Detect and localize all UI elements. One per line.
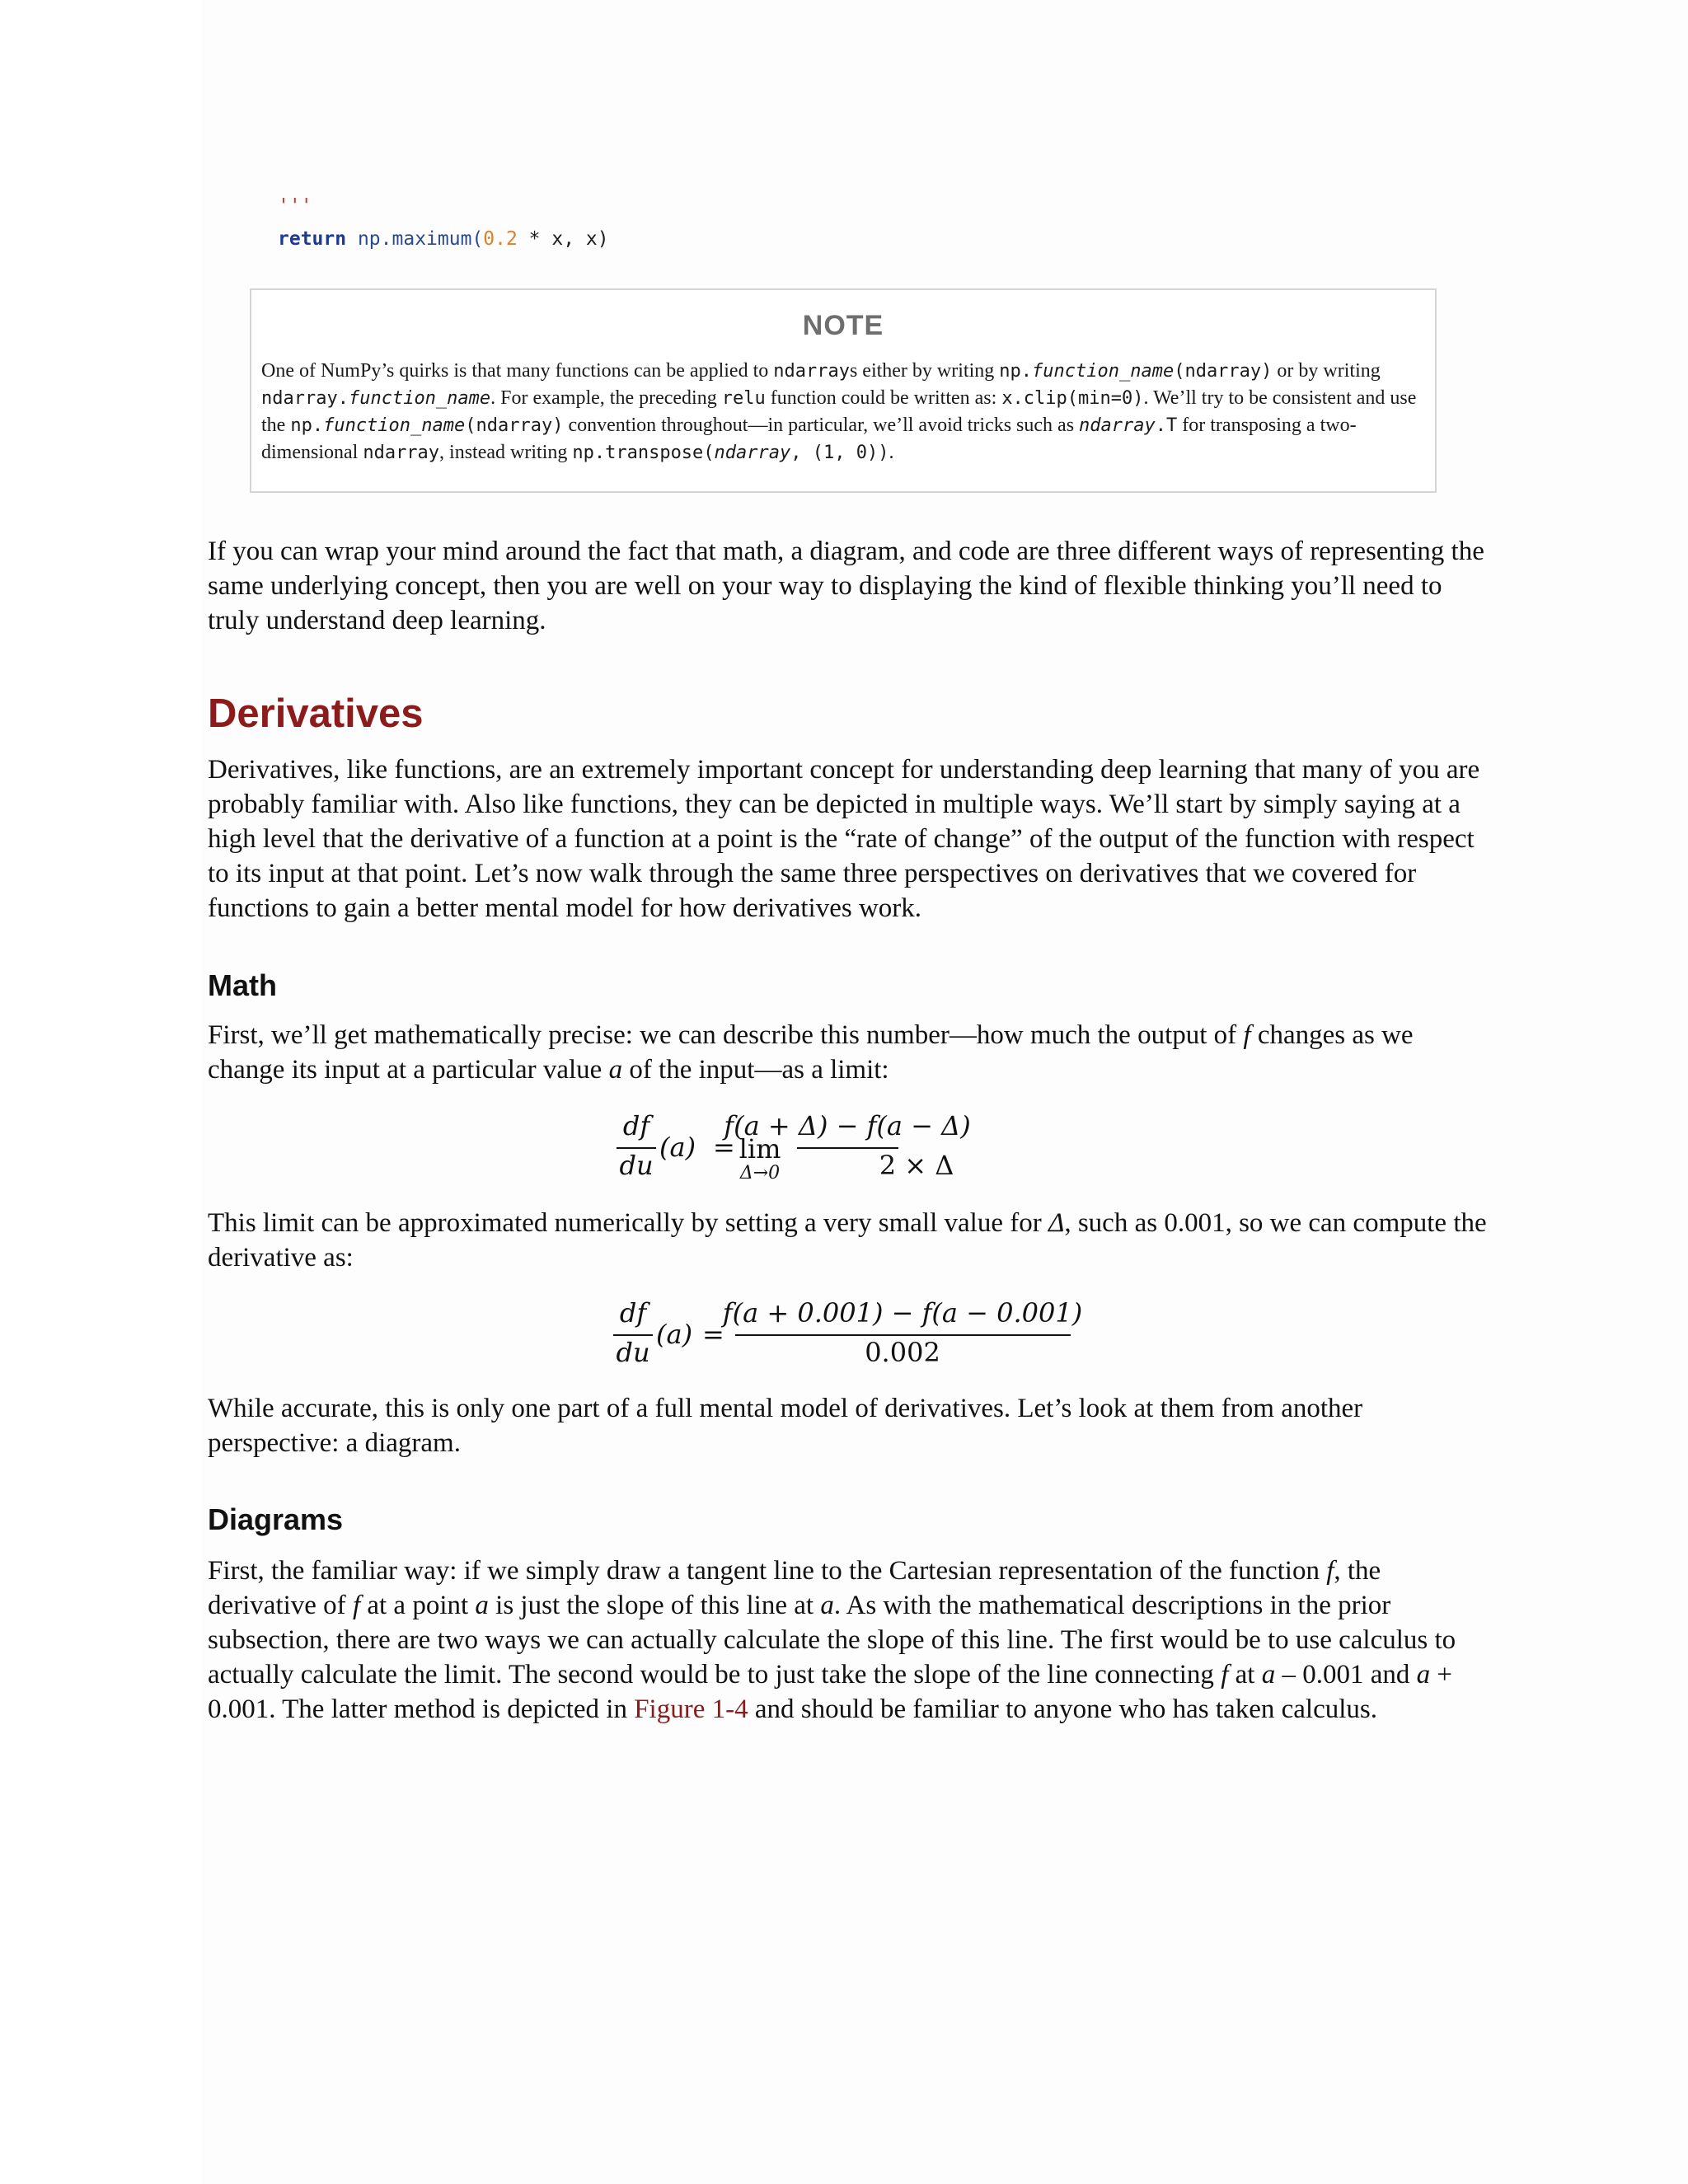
note-code: (ndarray) xyxy=(1174,361,1273,382)
eq2-equals: = xyxy=(702,1319,724,1350)
note-code: np. xyxy=(999,361,1033,382)
intro-paragraph: If you can wrap your mind around the fact that math, a diagram, and code are three different ways of representing the same underlying concept, then you are well on your way to displaying the kind of flexible thinking you’ll need to truly understand deep learning. xyxy=(208,537,1484,635)
equation-numerical-approx xyxy=(208,1292,1493,1383)
note-code: (ndarray) xyxy=(465,415,564,436)
diagrams-text: First, the familiar way: if we simply draw a tangent line to the Cartesian representation of the function xyxy=(208,1556,1327,1586)
note-text: function could be written as: xyxy=(765,387,1002,409)
diagrams-text: at a point xyxy=(360,1591,476,1620)
return-keyword: return xyxy=(278,228,347,250)
note-code-italic: function_name xyxy=(348,388,491,409)
note-title: NOTE xyxy=(802,310,884,341)
note-text: , instead writing xyxy=(439,442,573,463)
code-block xyxy=(278,190,609,255)
code-number: 0.2 xyxy=(483,228,518,250)
math-variable: f xyxy=(352,1591,361,1620)
eq2-rhs-denominator: 0.002 xyxy=(865,1337,940,1368)
math-variable: a xyxy=(608,1055,623,1085)
note-code: np. xyxy=(290,415,324,436)
diagrams-paragraph xyxy=(208,1554,1493,1727)
math-paragraph-2 xyxy=(208,1206,1493,1275)
subsection-heading-math: Math xyxy=(208,968,277,1002)
eq1-rhs-denominator: 2 × Δ xyxy=(879,1150,954,1181)
diagrams-text: – 0.001 and xyxy=(1275,1660,1417,1690)
note-text: convention throughout—in particular, we’ll avoid tricks such as xyxy=(563,415,1080,436)
math-variable: a xyxy=(475,1591,489,1620)
note-code-italic: function_name xyxy=(323,415,466,436)
section-heading-derivatives: Derivatives xyxy=(208,691,424,736)
math-variable: f xyxy=(1221,1660,1229,1690)
docstring-end: ''' xyxy=(278,195,312,217)
diagrams-text: at xyxy=(1228,1660,1262,1690)
note-code: ndarray xyxy=(363,443,440,463)
math-paragraph-3: While accurate, this is only one part of a full mental model of derivatives. Let’s look at them from another perspective: a diagram. xyxy=(208,1394,1363,1458)
math-variable: f xyxy=(1326,1556,1334,1586)
math-text: This limit can be approximated numerically by setting a very small value for xyxy=(208,1208,1048,1238)
math-variable: a xyxy=(1416,1660,1431,1690)
note-code: .T xyxy=(1155,415,1178,436)
diagrams-text: . As with the mathematical descriptions in the prior subsection, there are two ways we can actually calculate the slope of this line. The first would be to use calculus to actually calculate the limit. The second would be to just take the slope of the line connecting xyxy=(208,1591,1456,1690)
math-text: changes as we change its input at a particular value xyxy=(208,1020,1414,1085)
note-text: . We’ll try to be consistent and use the xyxy=(261,387,1417,436)
note-code: np.transpose( xyxy=(572,443,715,463)
note-code: , (1, 0)) xyxy=(790,443,889,463)
note-code-italic: function_name xyxy=(1032,361,1175,382)
figure-link[interactable]: Figure 1-4 xyxy=(634,1694,748,1724)
equation-1-svg xyxy=(208,1104,1493,1195)
diagrams-text: , the derivative of xyxy=(208,1556,1381,1620)
diagrams-text: and should be familiar to anyone who has taken calculus. xyxy=(748,1694,1377,1724)
eq1-lim-subscript: Δ→0 xyxy=(739,1163,781,1183)
note-text: . xyxy=(889,442,894,463)
eq1-equals: = xyxy=(713,1132,735,1163)
math-text: , such as 0.001, so we can compute the derivative as: xyxy=(208,1208,1487,1272)
eq1-lim: lim xyxy=(738,1133,781,1165)
eq2-rhs-numerator: f(a + 0.001) − f(a − 0.001) xyxy=(722,1297,1083,1329)
equation-limit-definition xyxy=(208,1104,1493,1195)
eq2-lhs-numerator: df xyxy=(619,1297,647,1329)
note-text: for transposing a two-dimensional xyxy=(261,415,1357,463)
math-paragraph-1 xyxy=(208,1018,1493,1087)
math-text: First, we’ll get mathematically precise: we can describe this number—how much the output of xyxy=(208,1020,1244,1050)
eq2-lhs-denominator: du xyxy=(616,1337,650,1368)
note-text: One of NumPy’s quirks is that many functions can be applied to xyxy=(261,360,774,382)
math-variable: f xyxy=(1243,1020,1251,1050)
note-code: ndarray. xyxy=(261,388,349,409)
math-variable: a xyxy=(820,1591,834,1620)
note-text: . For example, the preceding xyxy=(490,387,722,409)
subsection-heading-diagrams: Diagrams xyxy=(208,1502,344,1536)
math-variable: a xyxy=(1261,1660,1276,1690)
diagrams-text: + 0.001. The latter method is depicted in xyxy=(208,1660,1452,1724)
note-code-italic: ndarray xyxy=(1079,415,1156,436)
eq1-lhs-argument: (a) xyxy=(659,1132,696,1163)
eq2-lhs-argument: (a) xyxy=(656,1319,693,1350)
eq1-rhs-numerator: f(a + Δ) − f(a − Δ) xyxy=(724,1110,971,1141)
equation-2-svg xyxy=(208,1292,1493,1383)
note-text: or by writing xyxy=(1272,360,1381,382)
note-code: x.clip(min=0) xyxy=(1001,388,1144,409)
derivatives-paragraph: Derivatives, like functions, are an extremely important concept for understanding deep learning that many of you are probably familiar with. Also like functions, they can be depicted in multiple ways. We’ll start by simply saying at a high level that the derivative of a function at a point is the “rate of change” of the output of the function with respect to its input at that point. Let’s now walk through the same three perspectives on derivatives that we covered for functions to gain a better mental model for how derivatives work. xyxy=(208,755,1480,923)
note-box xyxy=(250,288,1437,493)
math-variable: Δ xyxy=(1048,1208,1065,1238)
code-call-rest: * x, x) xyxy=(517,228,609,250)
note-text: s either by writing xyxy=(849,360,1000,382)
note-code: relu xyxy=(721,388,766,409)
note-code: ndarray xyxy=(773,361,850,382)
eq1-lhs-denominator: du xyxy=(619,1150,654,1181)
diagrams-text: is just the slope of this line at xyxy=(488,1591,821,1620)
math-text: of the input—as a limit: xyxy=(622,1055,889,1085)
note-code-italic: ndarray xyxy=(714,443,791,463)
note-body xyxy=(261,358,1423,466)
eq1-lhs-numerator: df xyxy=(622,1110,650,1141)
code-call: np.maximum( xyxy=(357,228,484,250)
